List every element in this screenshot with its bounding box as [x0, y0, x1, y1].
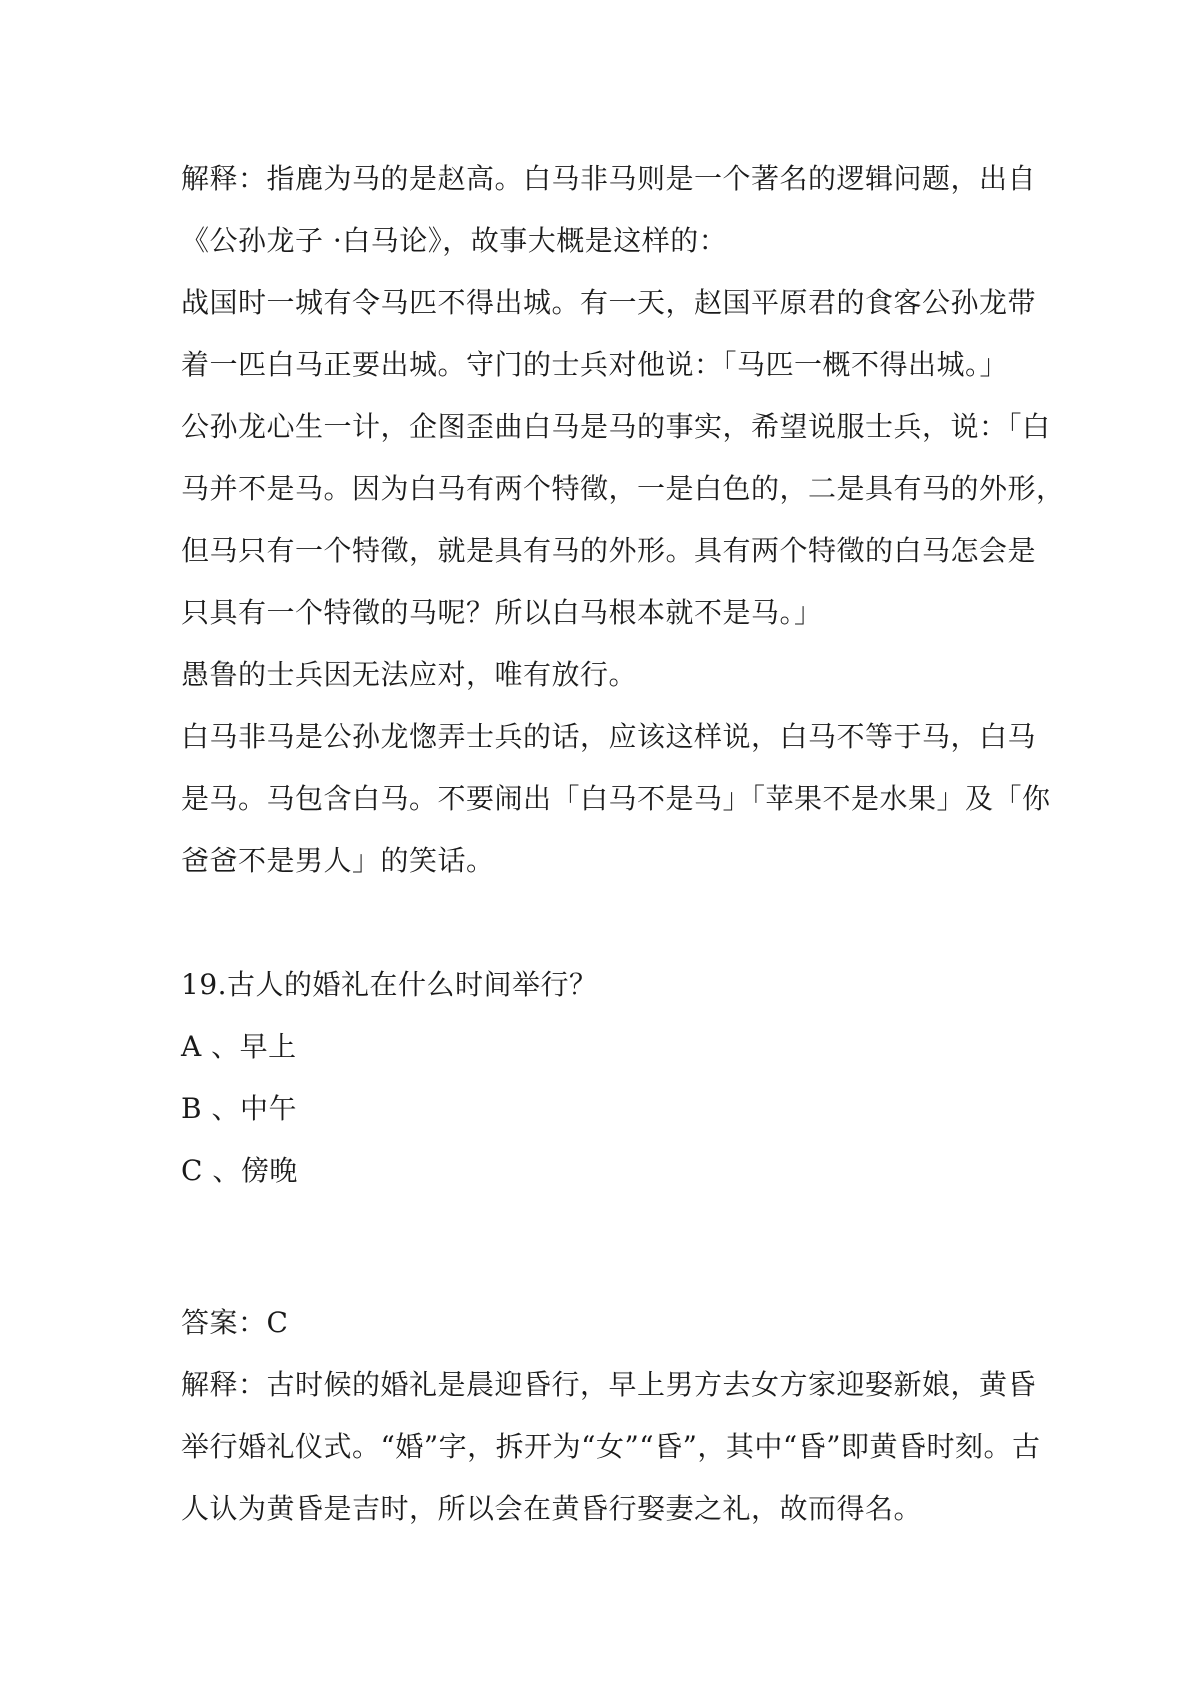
- text-line: 解释：古时候的婚礼是晨迎昏行，早上男方去女方家迎娶新娘，黄昏: [181, 1368, 1037, 1401]
- text-line: 爸爸不是男人」的笑话。: [181, 844, 495, 877]
- text-line: 愚鲁的士兵因无法应对，唯有放行。: [181, 658, 638, 691]
- text-line: 只具有一个特徵的马呢？所以白马根本就不是马。」: [181, 596, 823, 629]
- explanation-paragraph-18: [181, 148, 1037, 272]
- option-b: B 、中午: [181, 1092, 297, 1125]
- text-line: 白马非马是公孙龙愡弄士兵的话，应该这样说，白马不等于马，白马: [181, 720, 1037, 753]
- text-line: 着一匹白马正要出城。守门的士兵对他说：「马匹一概不得出城。」: [181, 348, 1009, 381]
- question-text: 19.古人的婚礼在什么时间举行？: [181, 968, 598, 1001]
- text-line: 战国时一城有令马匹不得出城。有一天，赵国平原君的食客公孙龙带: [181, 286, 1037, 319]
- text-line: 《公孙龙子 ·白马论》，故事大概是这样的：: [181, 224, 728, 257]
- spacer: [181, 892, 1021, 954]
- text-line: 解释：指鹿为马的是赵高。白马非马则是一个著名的逻辑问题，出自: [181, 162, 1037, 195]
- spacer: [181, 1202, 1021, 1292]
- option-c: C 、傍晚: [181, 1154, 298, 1187]
- text-line: 举行婚礼仪式。“婚”字，拆开为“女”“昏”，其中“昏”即黄昏时刻。古: [181, 1430, 1041, 1463]
- story-paragraph-2: [181, 644, 1021, 706]
- text-line: 但马只有一个特徵，就是具有马的外形。具有两个特徵的白马怎会是: [181, 534, 1037, 567]
- text-line: 公孙龙心生一计，企图歪曲白马是马的事实，希望说服士兵，说：「白: [181, 410, 1051, 443]
- answer-block-19: [181, 1292, 1041, 1540]
- story-paragraph-3: [181, 706, 1051, 892]
- text-line: 是马。马包含白马。不要闹出「白马不是马」「苹果不是水果」及「你: [181, 782, 1051, 815]
- option-a: A 、早上: [181, 1030, 297, 1063]
- text-line: 人认为黄昏是吉时，所以会在黄昏行娶妻之礼，故而得名。: [181, 1492, 923, 1525]
- text-line: 马并不是马。因为白马有两个特徵，一是白色的，二是具有马的外形，: [181, 472, 1065, 505]
- story-paragraph-1: [181, 272, 1065, 644]
- answer-text: 答案：C: [181, 1306, 289, 1339]
- document-page: [181, 148, 1065, 1540]
- question-19: [181, 954, 1021, 1202]
